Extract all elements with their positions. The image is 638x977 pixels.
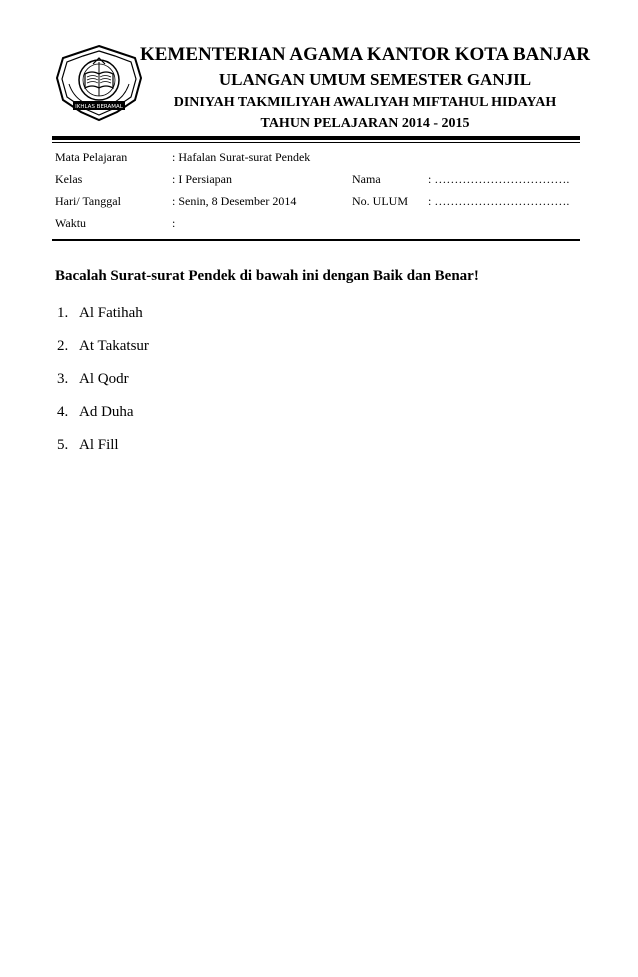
list-item xyxy=(57,305,143,322)
hari-value: : Senin, 8 Desember 2014 xyxy=(172,194,297,208)
list-item-text: Ad Duha xyxy=(79,404,134,420)
list-item-number: 2. xyxy=(57,338,69,354)
info-divider xyxy=(52,239,580,241)
waktu-value: : xyxy=(172,216,176,230)
header-divider-thick xyxy=(52,136,580,140)
header-school: DINIYAH TAKMILIYAH AWALIYAH MIFTAHUL HIDAYAH xyxy=(173,95,557,110)
nama-field: : ……………………………. xyxy=(428,172,570,186)
mapel-label: Mata Pelajaran xyxy=(55,150,128,164)
list-item-number: 4. xyxy=(57,404,69,420)
list-item xyxy=(57,338,149,355)
list-item-number: 5. xyxy=(57,437,69,453)
instruction-text: Bacalah Surat-surat Pendek di bawah ini dengan Baik dan Benar! xyxy=(55,268,479,284)
list-item xyxy=(57,371,129,388)
header-ministry: KEMENTERIAN AGAMA KANTOR KOTA BANJAR xyxy=(139,44,591,65)
list-item-number: 1. xyxy=(57,305,69,321)
hari-label: Hari/ Tanggal xyxy=(55,194,121,208)
mapel-value: : Hafalan Surat-surat Pendek xyxy=(172,150,311,164)
nama-label: Nama xyxy=(352,172,381,186)
list-item-text: Al Fatihah xyxy=(79,305,143,321)
header-divider-thin xyxy=(52,142,580,143)
header-exam-title: ULANGAN UMUM SEMESTER GANJIL xyxy=(218,70,532,89)
svg-text:IKHLAS BERAMAL: IKHLAS BERAMAL xyxy=(75,104,123,110)
kelas-label: Kelas xyxy=(55,172,83,186)
list-item xyxy=(57,404,134,421)
list-item-text: Al Qodr xyxy=(79,371,129,387)
ulum-label: No. ULUM xyxy=(352,194,408,208)
kelas-value: : I Persiapan xyxy=(172,172,232,186)
ulum-field: : ……………………………. xyxy=(428,194,570,208)
waktu-label: Waktu xyxy=(55,216,87,230)
list-item-text: Al Fill xyxy=(79,437,119,453)
header-academic-year: TAHUN PELAJARAN 2014 - 2015 xyxy=(260,116,470,131)
list-item xyxy=(57,437,119,454)
list-item-number: 3. xyxy=(57,371,69,387)
list-item-text: At Takatsur xyxy=(79,338,149,354)
